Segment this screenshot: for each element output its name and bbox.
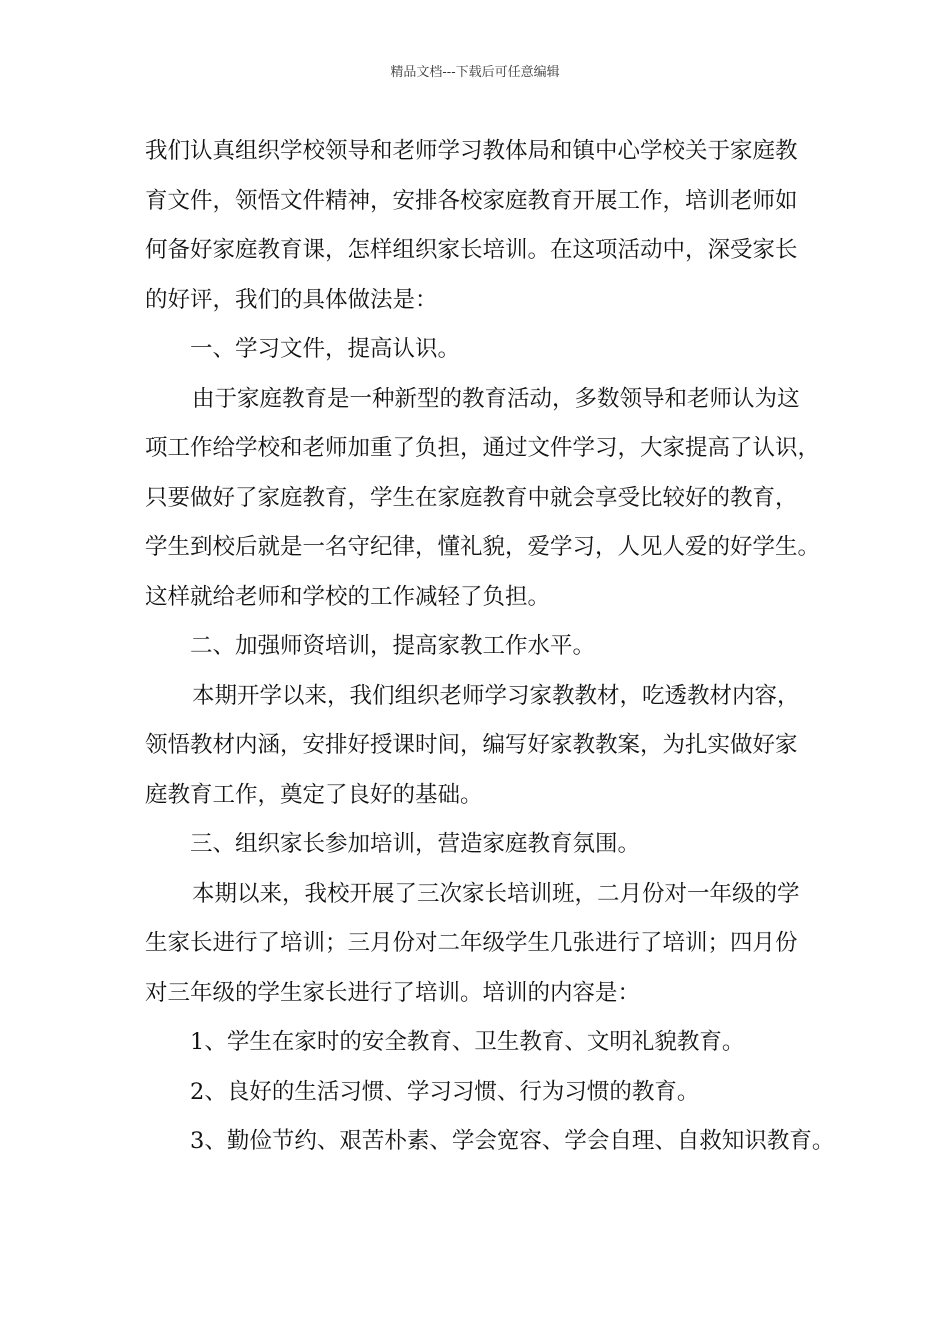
text-line: 这样就给老师和学校的工作减轻了负担。 (145, 583, 551, 610)
text-line: 领悟教材内涵，安排好授课时间，编写好家教教案，为扎实做好家 (145, 732, 798, 758)
page-header: 精品文档---下载后可任意编辑 (390, 65, 560, 80)
text-line: 3、勤俭节约、艰苦朴素、学会宽容、学会自理、自救知识教育。 (190, 1128, 835, 1154)
text-line: 只要做好了家庭教育，学生在家庭教育中就会享受比较好的教育， (145, 484, 798, 511)
section-heading (145, 1117, 835, 1167)
text-line: 2、良好的生活习惯、学习习惯、行为习惯的教育。 (190, 1078, 700, 1105)
text-line: 一、学习文件，提高认识。 (190, 336, 461, 362)
paragraph (145, 127, 825, 325)
text-line: 学生到校后就是一名守纪律，懂礼貌，爱学习，人见人爱的好学生。 (145, 534, 821, 560)
section-heading (145, 1068, 825, 1118)
text-line: 三、组织家长参加培训，营造家庭教育氛围。 (190, 831, 641, 857)
text-line: 庭教育工作，奠定了良好的基础。 (145, 781, 483, 808)
text-line: 本期以来，我校开展了三次家长培训班，二月份对一年级的学 (192, 880, 800, 907)
section-heading (145, 1018, 825, 1068)
paragraph (145, 375, 825, 623)
text-line: 对三年级的学生家长进行了培训。培训的内容是： (145, 979, 641, 1006)
section-heading (145, 325, 825, 375)
text-line: 1、学生在家时的安全教育、卫生教育、文明礼貌教育。 (190, 1029, 745, 1055)
text-line: 育文件，领悟文件精神，安排各校家庭教育开展工作，培训老师如 (145, 187, 798, 214)
section-heading (145, 622, 825, 672)
text-line: 何备好家庭教育课，怎样组织家长培训。在这项活动中，深受家长 (145, 237, 798, 263)
text-line: 生家长进行了培训；三月份对二年级学生几张进行了培训；四月份 (145, 930, 798, 956)
document-body (145, 127, 835, 1167)
text-line: 的好评，我们的具体做法是： (145, 286, 438, 313)
text-line: 二、加强师资培训，提高家教工作水平。 (190, 633, 596, 659)
paragraph (145, 870, 825, 1019)
text-line: 本期开学以来，我们组织老师学习家教教材，吃透教材内容， (192, 682, 800, 709)
text-line: 项工作给学校和老师加重了负担，通过文件学习，大家提高了认识， (145, 435, 821, 461)
paragraph (145, 672, 825, 821)
section-heading (145, 820, 825, 870)
text-line: 由于家庭教育是一种新型的教育活动，多数领导和老师认为这 (192, 385, 800, 412)
text-line: 我们认真组织学校领导和老师学习教体局和镇中心学校关于家庭教 (145, 138, 798, 164)
